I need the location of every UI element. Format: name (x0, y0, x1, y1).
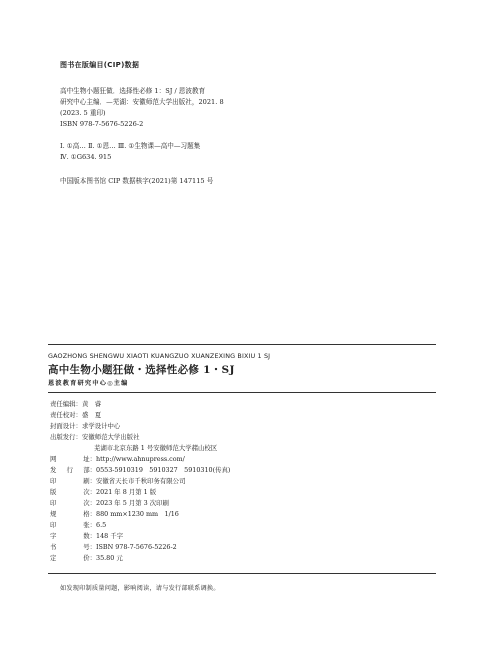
cip-title: 图书在版编目(CIP)数据 (60, 61, 140, 69)
cip-line: 高中生物小题狂做．选择性必修 1：SJ / 恩波教育 (60, 87, 206, 95)
credit-label: 出版发行： (50, 433, 82, 441)
top-divider (48, 344, 436, 345)
cip-classification: Ⅰ. ①高… Ⅱ. ①恩… Ⅲ. ①生物课—高中—习题集 (60, 142, 201, 150)
website-value: http://www.ahnupress.com/ (96, 455, 185, 463)
detail-row-isbn: 书 号： ISBN 978-7-5676-5226-2 (50, 543, 177, 551)
publisher-address: 芜湖市北京东路 1 号安徽师范大学赭山校区 (94, 444, 218, 452)
cip-isbn: ISBN 978-7-5676-5226-2 (60, 120, 144, 128)
credit-label: 封面设计： (50, 422, 82, 430)
cip-record-number: 中国版本图书馆 CIP 数据核字(2021)第 147115 号 (60, 177, 214, 185)
credit-row (50, 399, 101, 409)
detail-row-website: 网 址： http://www.ahnupress.com/ (50, 455, 185, 463)
sheets-value: 6.5 (96, 521, 107, 529)
wordcount-value: 148 千字 (96, 532, 124, 540)
detail-row-sheets: 印 张： 6.5 (50, 521, 107, 529)
credit-value: 求学设计中心 (81, 422, 121, 430)
credit-value: 黄 睿 (81, 400, 102, 408)
detail-row-distribution: 发 行 部： 0553-5910319 5910327 5910310(传真) (50, 466, 231, 474)
price-value: 35.80 元 (96, 554, 123, 562)
credit-value: 安徽师范大学出版社 (81, 433, 140, 441)
credit-value: 盛 夏 (81, 411, 102, 419)
printing-value: 2023 年 5 月第 3 次印刷 (96, 499, 169, 507)
quality-notice: 如发现印制质量问题，影响阅读，请与发行部联系调换。 (60, 585, 220, 592)
detail-row-price: 定 价： 35.80 元 (50, 554, 123, 562)
credit-row (50, 421, 120, 431)
bottom-divider (48, 573, 436, 574)
distribution-value: 0553-5910319 5910327 5910310(传真) (96, 466, 231, 474)
middle-divider (48, 392, 436, 393)
credit-row (50, 410, 101, 420)
book-title: 高中生物小题狂做・选择性必修 1・SJ (48, 364, 235, 376)
detail-row-printer: 印 刷： 安徽省天长市千秋印务有限公司 (50, 477, 186, 485)
detail-row-edition: 版 次： 2021 年 8 月第 1 版 (50, 488, 157, 496)
detail-row-format: 规 格： 880 mm×1230 mm 1/16 (50, 510, 179, 518)
printer-value: 安徽省天长市千秋印务有限公司 (96, 477, 186, 485)
format-value: 880 mm×1230 mm 1/16 (96, 510, 179, 518)
book-author: 恩波教育研究中心◎主编 (48, 380, 129, 387)
credit-label: 责任校对： (50, 411, 82, 419)
detail-row-wordcount: 字 数： 148 千字 (50, 532, 124, 540)
credit-label: 责任编辑： (50, 400, 82, 408)
cip-classification-code: Ⅳ. ①G634. 915 (60, 153, 112, 161)
edition-value: 2021 年 8 月第 1 版 (96, 488, 157, 496)
cip-line: (2023. 5 重印) (60, 109, 106, 117)
title-pinyin: GAOZHONG SHENGWU XIAOTI KUANGZUO XUANZEXING BIXIU 1 SJ (48, 352, 271, 360)
detail-row-printing: 印 次： 2023 年 5 月第 3 次印刷 (50, 499, 169, 507)
cip-line: 研究中心主编．—芜湖：安徽师范大学出版社，2021. 8 (60, 98, 224, 106)
isbn-value: ISBN 978-7-5676-5226-2 (96, 543, 177, 551)
credit-row (50, 432, 139, 442)
